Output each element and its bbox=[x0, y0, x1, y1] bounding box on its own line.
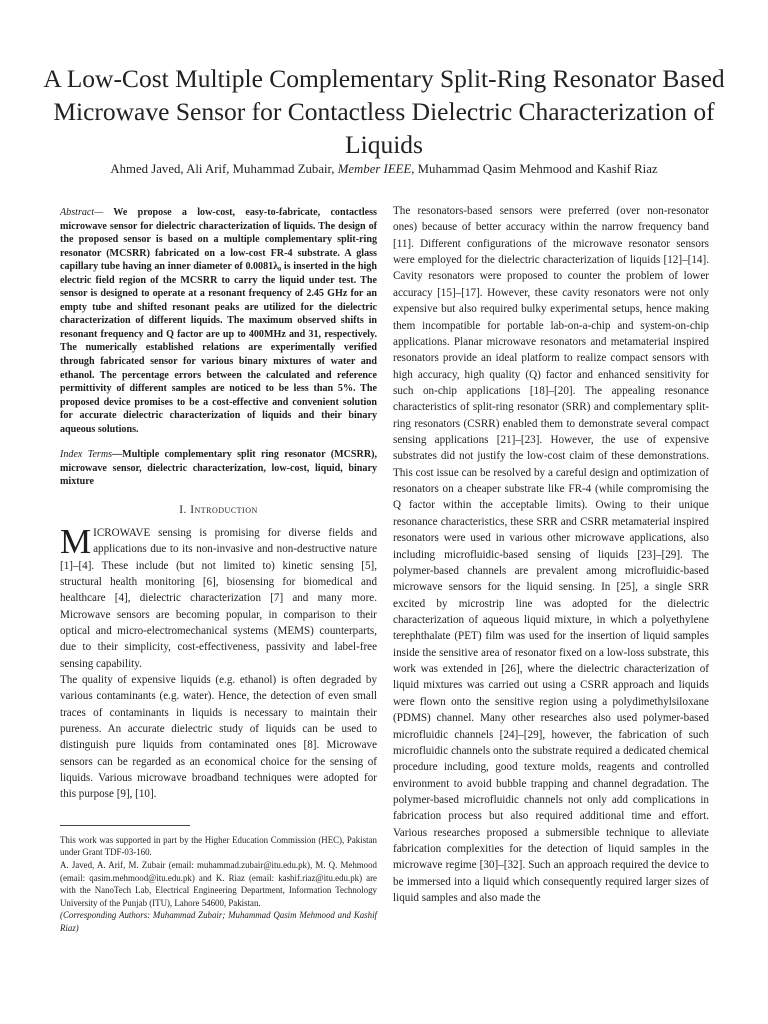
abstract-label: Abstract— bbox=[60, 207, 104, 218]
index-terms-label: Index Terms bbox=[60, 449, 113, 461]
footnote-funding: This work was supported in part by the Higher Education Commission (HEC), Pakistan under Grant TDF-03-160. bbox=[60, 834, 377, 858]
index-terms bbox=[60, 448, 377, 489]
intro-first-word: ICROWAVE bbox=[93, 526, 151, 539]
right-column-text: The resonators-based sensors were preferred (over non-resonator ones) because of better accuracy within the narrow frequency band [11]. Different configurations of the microwave resonator sensors were employed for the dielectric characterization of liquids [12]–[14]. Cavity resonators were proposed to counter the problem of lower accuracy [15]–[17]. However, these cavity resonators were not only expensive but also required bulky experimental setups, hence making them incompatible for portable lab-on-a-chip and system-on-chip applications. Planar microwave resonators and metamaterial inspired resonators provide an ideal platform to realize compact sensors with high accuracy, high quality (Q) factor and enhanced sensitivity for such on-chip applications [18]–[20]. The appealing resonance characteristics of split-ring resonator (SRR) and complementary split-ring resonators (CSRR) enabled them to demonstrate several compact sensing applications [21]–[23]. However, the use of expensive substrates did not justify the low-cost claim of these demonstrations. This cost issue can be resolved by a careful design and optimization of resonators on a cheaper substrate like FR-4 (while compromising the Q factor within the acceptable limits). Owing to their unique resonance characteristics, these SRR and CSRR metamaterial inspired resonators were used in various other microwave applications, also including microfluidic-based sensing of liquids [23]–[29]. The polymer-based channels are prevalent among microfluidic-based microwave sensors for the liquid sensing. In [25], a single SRR excited by microstrip line was adopted for the dielectric characterization of aqueous liquid mixture, in which a polyethylene terephthalate (PET) film was used for the insertion of liquid samples inside the sensitive area of resonator fixed on a low-loss substrate, this work was extended in [26], where the dielectric characterization of liquid mixtures was carried out using a CSRR approach and liquids were flown onto the sensitive region using a polydimethylsiloxane (PDMS) channel. Many other researches also used polymer-based microfluidic channels [24]–[29], however, the fabrication of such microfluidic channels onto the substrate required a dedicated chemical procedure including, good texture molds, reagents and controlled environment to avoid bubble trapping and channel degradation. The polymer-based microfluidic channels not only add complications in fabrication process but also required additional time and effort. Various researches proposed a submersible technique to alleviate fabrication complexities for the detection of liquid samples in the microwave regime [30]–[32]. Such an approach required the device to be immersed into a liquid which consequently required larger sizes of liquid samples and also made the bbox=[393, 205, 709, 905]
footnotes bbox=[60, 834, 377, 935]
authors-names: Ahmed Javed, Ali Arif, Muhammad Zubair, bbox=[110, 162, 338, 176]
right-column bbox=[393, 203, 709, 906]
intro-p1-text: sensing is promising for diverse fields and applications due to its non-invasive and non-destructive nature [1]–[4]. These include (but not limited to) kinetic sensing [5], structural health monitoring [6], biosensing for biomedical and healthcare [4], dielectric characterization [7] and many more. Microwave sensors are becoming popular, in comparison to their optical and micro-electromechanical systems (MEMS) counterparts, due to their simplicity, cost-effectiveness, passivity and label-free sensing capability. bbox=[60, 526, 377, 670]
footnote-corresponding: (Corresponding Authors: Muhammad Zubair; Muhammad Qasim Mehmood and Kashif Riaz) bbox=[60, 910, 377, 933]
paper-title: A Low-Cost Multiple Complementary Split-Ring Resonator Based Microwave Sensor for Contactless Dielectric Characterization of Liquids bbox=[43, 64, 725, 159]
left-column bbox=[60, 206, 377, 935]
index-terms-text: —Multiple complementary split ring resonator (MCSRR), microwave sensor, dielectric characterization, low-cost, liquid, binary mixture bbox=[60, 449, 377, 488]
intro-paragraph-2: The quality of expensive liquids (e.g. ethanol) is often degraded by various contaminants (e.g. water). Hence, the detection of even small traces of contaminants in liquids is necessary to maintain their pureness. An accurate dielectric study of liquids can be used to distinguish pure liquids from contaminated ones [8]. Microwave sensors can be regarded as an economical choice for the sensing of liquids. Various microwave broadband techniques were adopted for this purpose [9], [10]. bbox=[60, 674, 377, 801]
footnote-divider bbox=[60, 825, 190, 826]
abstract bbox=[60, 206, 377, 436]
drop-cap: M bbox=[60, 521, 92, 561]
intro-paragraph-1 bbox=[60, 521, 377, 672]
section-heading-introduction: I. Introduction bbox=[179, 503, 258, 516]
footnote-affiliation: A. Javed, A. Arif, M. Zubair (email: muhammad.zubair@itu.edu.pk), M. Q. Mehmood (email: qasim.mehmood@itu.edu.pk) and K. Riaz (email: kashif.riaz@itu.edu.pk) are with the NanoTech Lab, Electrical Engineering Department, Information Technology University of the Punjab (ITU), Lahore 54600, Pakistan. bbox=[60, 859, 377, 908]
abstract-text: We propose a low-cost, easy-to-fabricate, contactless microwave sensor for dielectric characterization of liquids. The design of the proposed sensor is based on a multiple complementary split-ring resonator (MCSRR) fabricated on a low-cost FR-4 substrate. A glass capillary tube having an inner diameter of 0.0081λ₀ is inserted in the high electric field region of the MCSRR to carry the liquid under test. The sensor is designed to operate at a resonant frequency of 2.45 GHz for an empty tube and shifted resonant peaks are utilized for the dielectric characterization of different liquids. The maximum observed shifts in resonant frequency and Q factor are up to 400MHz and 31, respectively. The numerically established relations are experimentally verified through fabricated sensor for various binary mixtures of water and ethanol. The percentage errors between the calculated and reference permittivity of different samples are noticed to be less than 5%. The proposed device promises to be a cost-effective and convenient solution for accurate dielectric characterization of liquids and their binary aqueous solutions. bbox=[60, 207, 377, 435]
authors-member-note: Member IEEE bbox=[337, 162, 412, 176]
authors-names-rest: , Muhammad Qasim Mehmood and Kashif Riaz bbox=[411, 162, 658, 176]
author-line bbox=[40, 162, 728, 177]
introduction-body bbox=[60, 521, 377, 803]
